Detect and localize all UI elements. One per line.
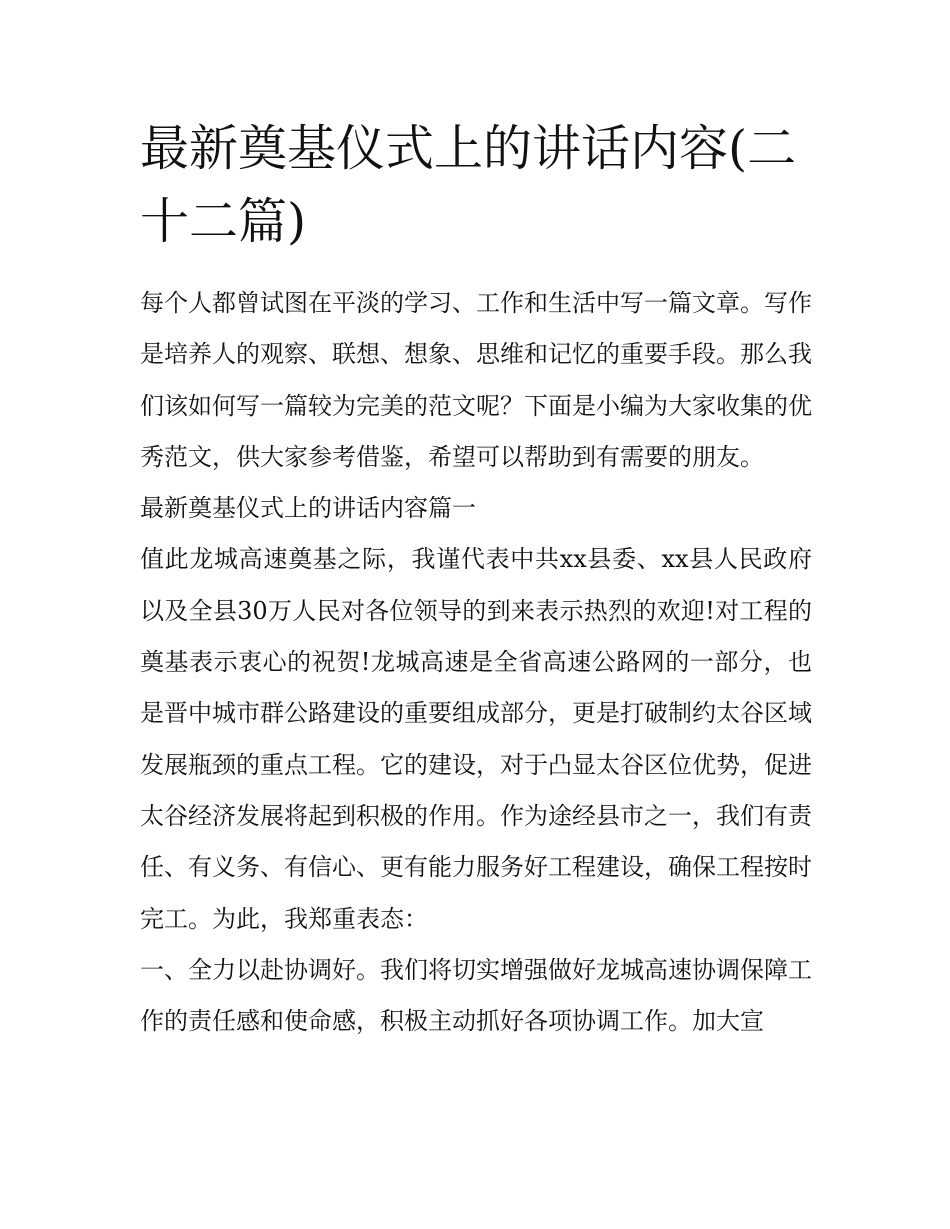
section-heading: 最新奠基仪式上的讲话内容篇一	[140, 494, 476, 523]
body-paragraph: 值此龙城高速奠基之际，我谨代表中共xx县委、xx县人民政府以及全县30万人民对各位领导的到来表示热烈的欢迎!对工程的奠基表示衷心的祝贺!龙城高速是全省高速公路网的一部分，也是晋中城市群公路建设的重要组成部分，更是打破制约太谷区域发展瓶颈的重点工程。它的建设，对于凸显太谷区位优势，促进太谷经济发展将起到积极的作用。作为途经县市之一，我们有责任、有义务、有信心、更有能力服务好工程建设，确保工程按时完工。为此，我郑重表态：	[140, 545, 812, 933]
document-page	[140, 112, 812, 1047]
intro-paragraph: 每个人都曾试图在平淡的学习、工作和生活中写一篇文章。写作是培养人的观察、联想、想象、思维和记忆的重要手段。那么我们该如何写一篇较为完美的范文呢？下面是小编为大家收集的优秀范文，供大家参考借鉴，希望可以帮助到有需要的朋友。	[140, 289, 812, 471]
document-title: 最新奠基仪式上的讲话内容(二十二篇)	[140, 120, 797, 250]
body-paragraph: 一、全力以赴协调好。我们将切实增强做好龙城高速协调保障工作的责任感和使命感，积极主动抓好各项协调工作。加大宣	[140, 955, 812, 1036]
